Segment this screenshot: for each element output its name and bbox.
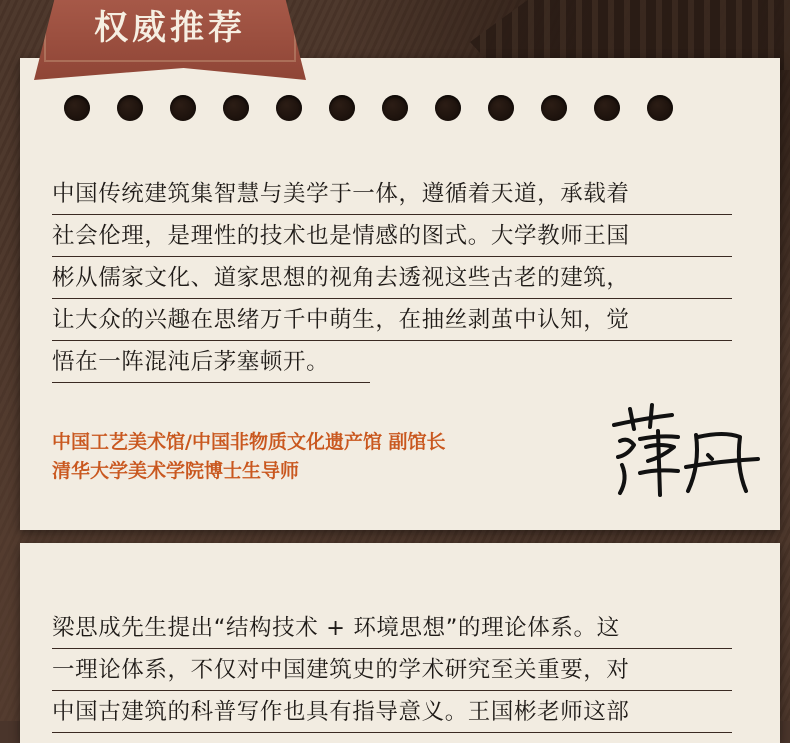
credit-title-1: 中国工艺美术馆/中国非物质文化遗产馆 副馆长 (52, 431, 446, 453)
text-line: 中国传统建筑集智慧与美学于一体，遵循着天道，承载着 (52, 173, 732, 215)
binder-hole (64, 95, 90, 121)
binder-hole (276, 95, 302, 121)
text-line: 梁思成先生提出“结构技术 + 环境思想”的理论体系。这 (52, 607, 732, 649)
text-line: 彬从儒家文化、道家思想的视角去透视这些古老的建筑， (52, 257, 732, 299)
binder-hole (435, 95, 461, 121)
binder-hole (541, 95, 567, 121)
signature-image (600, 395, 770, 505)
text-line: 让大众的兴趣在思绪万千中萌生，在抽丝剥茧中认知，觉 (52, 299, 732, 341)
text-line: 一理论体系，不仅对中国建筑史的学术研究至关重要，对 (52, 649, 732, 691)
binder-hole (488, 95, 514, 121)
text-line: 社会伦理，是理性的技术也是情感的图式。大学教师王国 (52, 215, 732, 257)
binder-hole (594, 95, 620, 121)
binder-hole (382, 95, 408, 121)
text-line: 悟在一阵混沌后茅塞顿开。 (52, 341, 370, 383)
recommender-credit (52, 428, 446, 486)
binder-holes (64, 95, 673, 121)
recommendation-text-1 (52, 173, 732, 383)
text-line: 中国古建筑的科普写作也具有指导意义。王国彬老师这部 (52, 691, 732, 733)
credit-title-2: 清华大学美术学院博士生导师 (52, 460, 300, 482)
binder-hole (647, 95, 673, 121)
recommendation-text-2 (52, 607, 732, 733)
binder-hole (329, 95, 355, 121)
binder-hole (117, 95, 143, 121)
banner-title: 权威推荐 (94, 7, 246, 48)
binder-hole (170, 95, 196, 121)
binder-hole (223, 95, 249, 121)
